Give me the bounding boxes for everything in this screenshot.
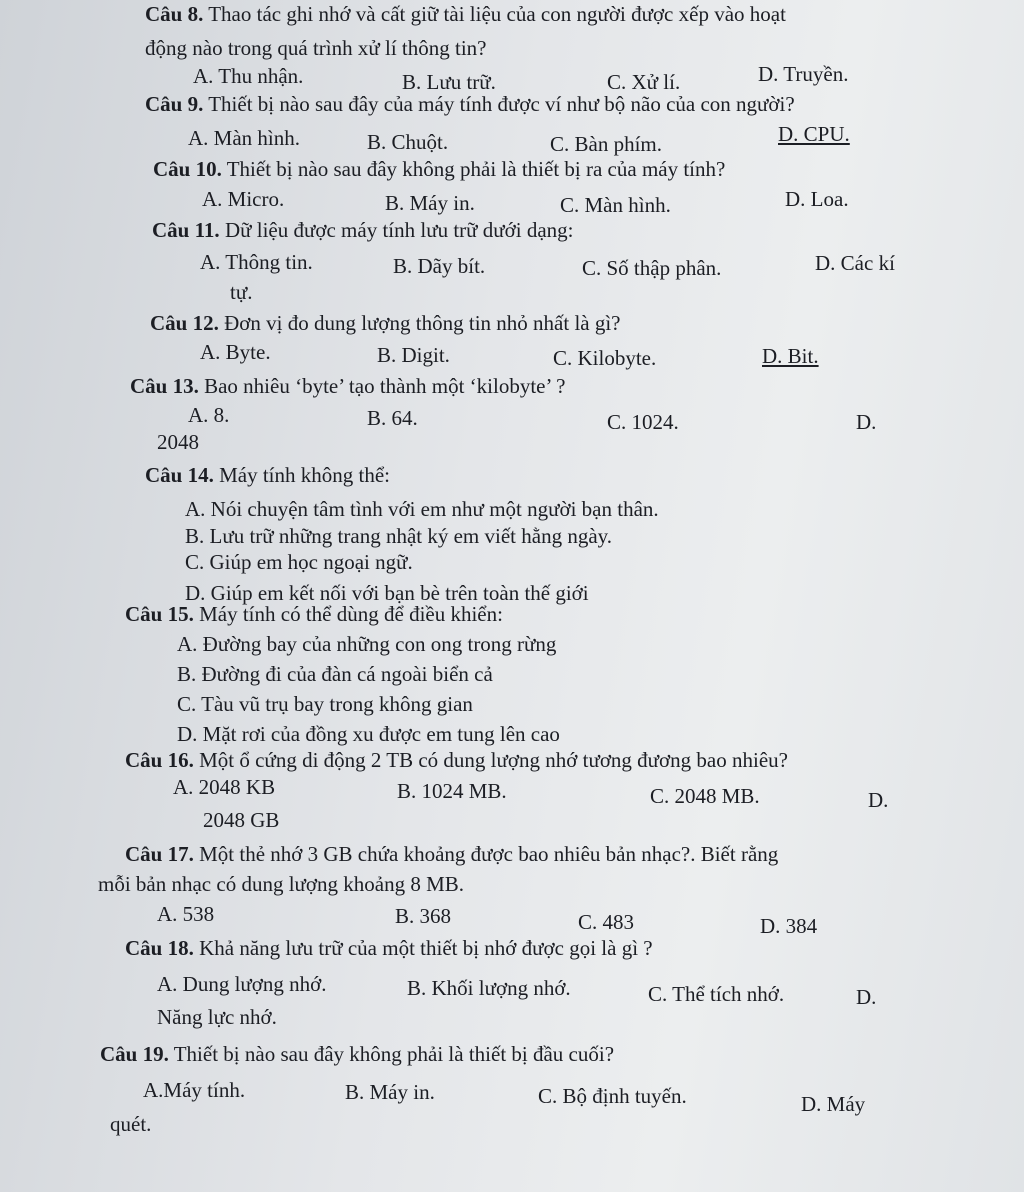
- option-wrap: Năng lực nhớ.: [157, 1005, 277, 1029]
- option-d: D. Bit.: [762, 344, 819, 368]
- question-8: [145, 2, 786, 27]
- option-d: D. Máy: [801, 1092, 866, 1116]
- question-9: [145, 92, 795, 117]
- option-a: A. 538: [157, 902, 215, 926]
- option-d: D. Các kí: [815, 251, 895, 275]
- question-label: Câu 11.: [152, 218, 220, 242]
- option-c: C. Giúp em học ngoại ngữ.: [185, 550, 413, 574]
- question-15: [125, 602, 503, 627]
- option-a: A. Dung lượng nhớ.: [157, 972, 327, 996]
- option-d: D. CPU.: [778, 122, 850, 146]
- option-b: B. Máy in.: [345, 1080, 435, 1104]
- option-a: A. Nói chuyện tâm tình với em như một người bạn thân.: [185, 497, 659, 521]
- question-text: Khả năng lưu trữ của một thiết bị nhớ được gọi là gì ?: [199, 936, 653, 960]
- option-a: A.Máy tính.: [143, 1078, 246, 1102]
- question-10: [153, 157, 725, 182]
- question-label: Câu 9.: [145, 92, 204, 116]
- option-a: A. Thu nhận.: [193, 64, 304, 88]
- question-16: [125, 748, 788, 773]
- question-text: Dữ liệu được máy tính lưu trữ dưới dạng:: [224, 218, 574, 242]
- option-b: B. 1024 MB.: [397, 779, 507, 803]
- question-text: Bao nhiêu ‘byte’ tạo thành một ‘kilobyte’ ?: [204, 374, 566, 398]
- option-d: D.: [868, 788, 889, 812]
- question-17: [125, 842, 778, 867]
- question-text: Thao tác ghi nhớ và cất giữ tài liệu của con người được xếp vào hoạt: [208, 2, 786, 26]
- question-14: [145, 463, 390, 488]
- question-11: [152, 218, 574, 243]
- option-d: D. Loa.: [785, 187, 849, 211]
- option-c: C. 483: [578, 910, 635, 934]
- question-label: Câu 16.: [125, 748, 194, 772]
- option-b: B. Khối lượng nhớ.: [407, 976, 571, 1000]
- option-b: B. Digit.: [377, 343, 450, 367]
- option-c: C. Tàu vũ trụ bay trong không gian: [177, 692, 473, 716]
- option-d: D. Truyền.: [758, 62, 849, 86]
- option-c: C. Bộ định tuyến.: [538, 1084, 687, 1108]
- option-c: C. Bàn phím.: [550, 132, 663, 156]
- option-d: D. Mặt rơi của đồng xu được em tung lên cao: [177, 722, 560, 746]
- question-18: [125, 936, 653, 961]
- question-text: Thiết bị nào sau đây không phải là thiết bị ra của máy tính?: [226, 157, 726, 181]
- option-a: A. Micro.: [202, 187, 285, 211]
- option-a: A. Byte.: [200, 340, 271, 364]
- question-label: Câu 15.: [125, 602, 194, 626]
- question-19: [100, 1042, 614, 1067]
- option-b: B. 64.: [367, 406, 418, 430]
- option-wrap: 2048: [157, 430, 199, 454]
- option-b: B. Đường đi của đàn cá ngoài biển cả: [177, 662, 493, 686]
- option-c: C. Xử lí.: [607, 70, 681, 94]
- question-text: Thiết bị nào sau đây của máy tính được ví như bộ não của con người?: [208, 92, 795, 116]
- option-a: A. 8.: [188, 403, 230, 427]
- option-c: C. Màn hình.: [560, 193, 671, 217]
- question-label: Câu 17.: [125, 842, 194, 866]
- option-c: C. 2048 MB.: [650, 784, 760, 808]
- question-label: Câu 18.: [125, 936, 194, 960]
- option-b: B. Lưu trữ.: [402, 70, 496, 94]
- question-label: Câu 12.: [150, 311, 219, 335]
- option-b: B. Lưu trữ những trang nhật ký em viết hằng ngày.: [185, 524, 613, 548]
- option-a: A. Thông tin.: [200, 250, 313, 274]
- option-d: D.: [856, 985, 877, 1009]
- question-8-line2: động nào trong quá trình xử lí thông tin?: [145, 36, 487, 60]
- question-text: Máy tính không thể:: [219, 463, 391, 487]
- option-wrap: tự.: [230, 280, 253, 304]
- question-label: Câu 14.: [145, 463, 214, 487]
- question-12: [150, 311, 621, 336]
- option-wrap: 2048 GB: [203, 808, 280, 832]
- option-c: C. Kilobyte.: [553, 346, 657, 370]
- question-label: Câu 19.: [100, 1042, 169, 1066]
- option-a: A. 2048 KB: [173, 775, 276, 799]
- question-text: Đơn vị đo dung lượng thông tin nhỏ nhất là gì?: [224, 311, 621, 335]
- question-17-line2: mỗi bản nhạc có dung lượng khoảng 8 MB.: [98, 872, 465, 896]
- option-b: B. 368: [395, 904, 452, 928]
- option-a: A. Đường bay của những con ong trong rừng: [177, 632, 557, 656]
- option-b: B. Máy in.: [385, 191, 475, 215]
- option-d: D.: [856, 410, 877, 434]
- option-a: A. Màn hình.: [188, 126, 300, 150]
- option-b: B. Chuột.: [367, 130, 449, 154]
- option-d: D. Giúp em kết nối với bạn bè trên toàn thế giới: [185, 581, 589, 605]
- question-label: Câu 10.: [153, 157, 222, 181]
- option-b: B. Dãy bít.: [393, 254, 486, 278]
- question-text: Một thẻ nhớ 3 GB chứa khoảng được bao nhiêu bản nhạc?. Biết rằng: [199, 842, 779, 866]
- option-c: C. 1024.: [607, 410, 679, 434]
- question-label: Câu 13.: [130, 374, 199, 398]
- option-d: D. 384: [760, 914, 818, 938]
- question-text: Máy tính có thể dùng để điều khiển:: [199, 602, 503, 626]
- option-wrap: quét.: [110, 1112, 152, 1136]
- option-c: C. Số thập phân.: [582, 256, 722, 280]
- question-text: Thiết bị nào sau đây không phải là thiết bị đầu cuối?: [173, 1042, 615, 1066]
- question-label: Câu 8.: [145, 2, 204, 26]
- question-13: [130, 374, 565, 399]
- question-text: Một ổ cứng di động 2 TB có dung lượng nhớ tương đương bao nhiêu?: [199, 748, 788, 772]
- option-c: C. Thể tích nhớ.: [648, 982, 785, 1006]
